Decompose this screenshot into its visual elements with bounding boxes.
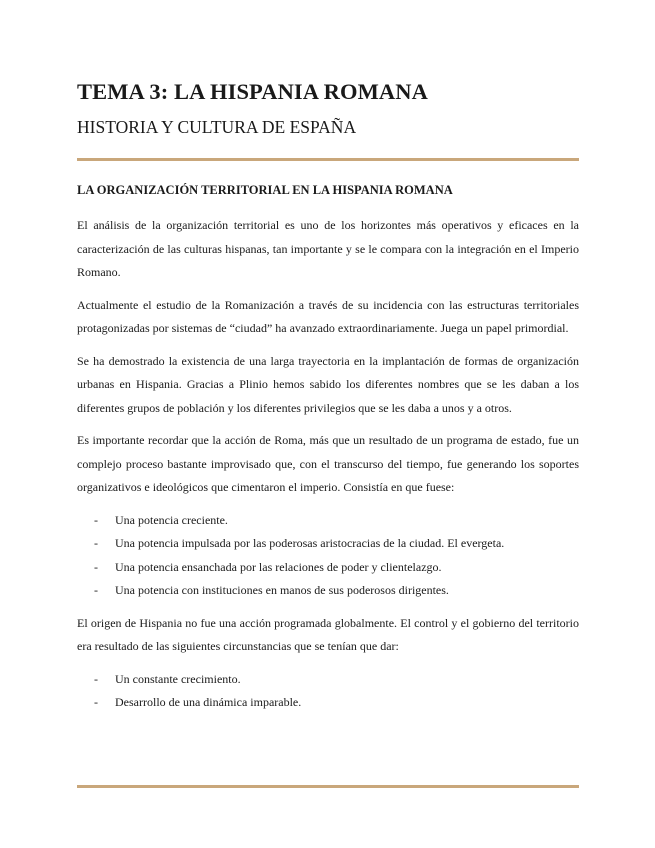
bottom-divider [77, 785, 579, 788]
list-item [77, 532, 579, 556]
top-divider [77, 158, 579, 161]
list-item-text: Una potencia con instituciones en manos de sus poderosos dirigentes. [115, 583, 449, 597]
list-item-text: Desarrollo de una dinámica imparable. [115, 695, 302, 709]
dash-bullet: - [94, 536, 98, 550]
list-item-text: Un constante crecimiento. [115, 671, 241, 686]
paragraph: El origen de Hispania no fue una acción programada globalmente. El control y el gobierno del territorio era resultado de las siguientes circunstancias que se tenían que dar: [77, 615, 579, 653]
list-item-text: Una potencia impulsada por las poderosas aristocracias de la ciudad. El evergeta. [115, 536, 505, 550]
bullet-list [77, 668, 579, 715]
dash-bullet: - [94, 583, 98, 597]
list-item [77, 668, 579, 692]
list-item-text: Una potencia ensanchada por las relaciones de poder y clientelazgo. [115, 559, 442, 574]
paragraph: Actualmente el estudio de la Romanización a través de su incidencia con las estructuras territoriales protagonizadas por sistemas de “ciudad” ha avanzado extraordinariamente. Juega un papel primordial. [77, 297, 579, 335]
page-title: TEMA 3: LA HISPANIA ROMANA [77, 79, 428, 104]
paragraph: El análisis de la organización territorial es uno de los horizontes más operativos y eficaces en la caracterización de las culturas hispanas, tan importante y se le compara con la integración en el Imperio Romano. [77, 218, 579, 279]
dash-bullet: - [94, 671, 98, 686]
list-item [77, 691, 579, 715]
paragraph: Es importante recordar que la acción de Roma, más que un resultado de un programa de estado, fue un complejo proceso bastante improvisado que, con el transcurso del tiempo, fue generando los soportes organizativos e ideológicos que cimentaron el imperio. Consistía en que fuese: [77, 433, 579, 494]
dash-bullet: - [94, 559, 98, 574]
list-item [77, 579, 579, 603]
list-item [77, 509, 579, 533]
page-subtitle: HISTORIA Y CULTURA DE ESPAÑA [77, 117, 357, 137]
section-body [77, 180, 579, 724]
dash-bullet: - [94, 512, 98, 527]
section-heading: LA ORGANIZACIÓN TERRITORIAL EN LA HISPANIA ROMANA [77, 183, 453, 197]
bullet-list [77, 509, 579, 603]
list-item-text: Una potencia creciente. [115, 512, 228, 527]
header [77, 76, 579, 140]
paragraph: Se ha demostrado la existencia de una larga trayectoria en la implantación de formas de organización urbanas en Hispania. Gracias a Plinio hemos sabido los diferentes nombres que se les daban a los diferentes grupos de población y los diferentes privilegios que se les daba a unos y a otros. [77, 353, 579, 415]
list-item [77, 556, 579, 580]
dash-bullet: - [94, 695, 98, 709]
